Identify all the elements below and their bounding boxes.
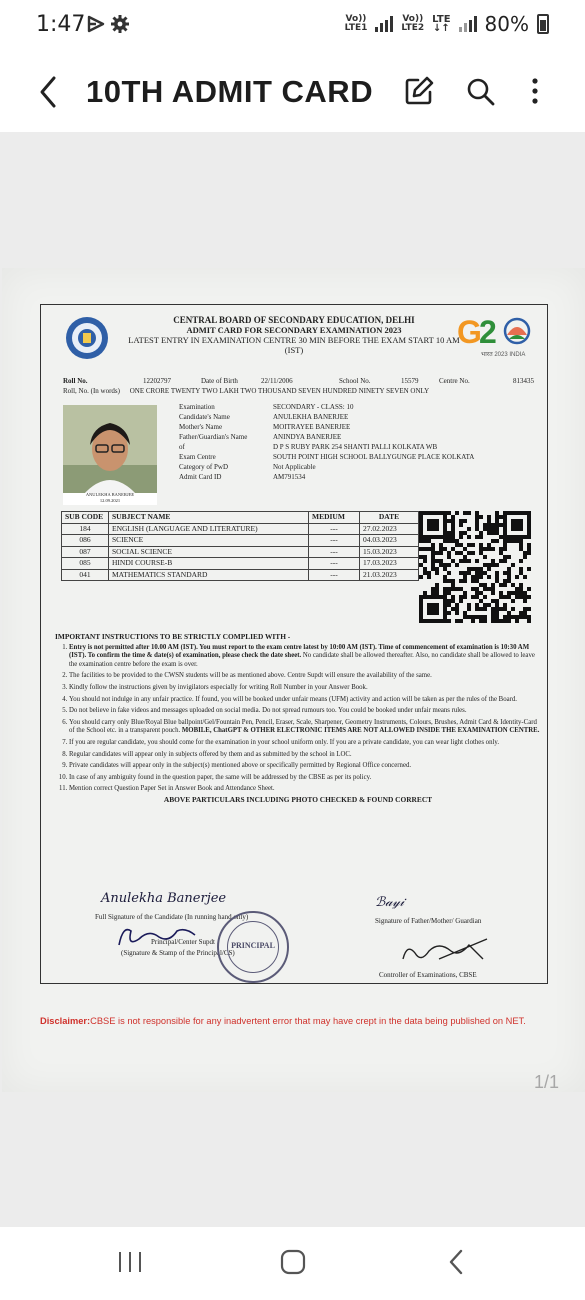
signature-area — [41, 891, 547, 985]
clock: 1:47 — [36, 12, 86, 37]
table-row: 087 SOCIAL SCIENCE --- 15.03.2023 — [62, 546, 419, 558]
parent-signature-icon: ℬ𝒶𝓎𝒾 — [375, 895, 405, 910]
g20-logo-icon — [455, 309, 537, 359]
subjects-table — [61, 511, 419, 581]
parent-sig-label: Signature of Father/Mother/ Guardian — [375, 917, 482, 925]
principal-stamp — [217, 911, 289, 983]
battery-percent: 80% — [484, 12, 529, 36]
instructions-heading: IMPORTANT INSTRUCTIONS TO BE STRICTLY COMPLIED WITH - — [55, 632, 291, 641]
table-header-row — [62, 512, 419, 524]
photo-caption: ANULEKHA BANERJEE — [85, 492, 135, 497]
list-item: 5. Do not believe in fake videos and messages uploaded on social media. Do not spread rumours too. You could be booked under unfair means rules. — [69, 707, 541, 716]
list-item: 6. You should carry only Blue/Royal Blue ballpoint/Gel/Fountain Pen, Pencil, Eraser, Scale, Sharpener, Geometry Instruments, Colours, Brushes, Admit Card & Identity-Card of the School etc. in a transparent pouch. MOBILE, ChatGPT & OTHER ELECTRONIC ITEMS ARE NOT ALLOWED INSIDE THE EXAMINATION CENTRE. — [69, 719, 541, 736]
home-icon[interactable] — [273, 1247, 313, 1277]
settings-gear-icon — [110, 14, 130, 34]
svg-text:भारत 2023 INDIA: भारत 2023 INDIA — [481, 352, 526, 358]
field-label: Candidate's Name — [179, 413, 230, 421]
mother-name-value: MOITRAYEE BANERJEE — [273, 423, 351, 431]
controller-label: Controller of Examinations, CBSE — [379, 971, 477, 979]
admit-card-id-value: AM791534 — [273, 473, 306, 481]
list-item: 2. The facilities to be provided to the CWSN students will be as mentioned above. Centre Supdt will ensure the availability of the same. — [69, 672, 541, 681]
principal-sig-label: Principal/Center Supdt — [151, 938, 215, 946]
candidate-sig-label: Full Signature of the Candidate (In running hand only) — [95, 913, 249, 921]
signal-bars-icon — [375, 16, 393, 32]
list-item: 4. You should not indulge in any unfair practice. If found, you will be booked under unfair means (UFM) activity and action will be taken as per the rules of the Board. — [69, 696, 541, 705]
column-header: SUB CODE — [62, 512, 109, 524]
back-arrow-icon[interactable] — [34, 74, 64, 110]
status-right — [345, 12, 549, 36]
back-icon[interactable] — [437, 1247, 477, 1277]
list-item: 1. Entry is not permitted after 10.00 AM (IST). You must report to the exam centre latest by 10:00 AM (IST). Time of commencement of examination is 10:30 AM (IST). To confirm the time & date(s) of examination, please check the date sheet. No candidate shall be allowed thereafter. Also, no candidate shall be allowed to leave the examination centre before the exam is over. — [69, 644, 541, 670]
field-label: Father/Guardian's Name — [179, 433, 248, 441]
recent-apps-icon[interactable] — [110, 1247, 150, 1277]
signal-bars-2-icon — [459, 16, 477, 32]
candidate-name-value: ANULEKHA BANERJEE — [273, 413, 349, 421]
field-label: Category of PwD — [179, 463, 228, 471]
school-value: 15579 — [401, 377, 419, 385]
father-name-value: ANINDYA BANERJEE — [273, 433, 342, 441]
more-vert-icon[interactable] — [518, 74, 552, 108]
board-name: CENTRAL BOARD OF SECONDARY EDUCATION, DELHI — [173, 315, 415, 325]
exam-centre-value: SOUTH POINT HIGH SCHOOL BALLYGUNGE PLACE KOLKATA — [273, 453, 475, 461]
candidate-photo — [63, 405, 157, 505]
pdf-page[interactable] — [2, 268, 585, 1092]
field-label: Examination — [179, 403, 215, 411]
photo-date: 12.09.2021 — [99, 498, 121, 503]
list-item: 11. Mention correct Question Paper Set in Answer Book and Attendance Sheet. — [69, 785, 541, 794]
list-item: 9. Private candidates will appear only in the subject(s) mentioned above or specifically permitted by Regional Office concerned. — [69, 762, 541, 771]
instructions-list — [55, 644, 541, 794]
svg-text:G: G — [457, 314, 482, 350]
column-header: MEDIUM — [309, 512, 360, 524]
school-address-value: D P S RUBY PARK 254 SHANTI PALLI KOLKATA WB — [273, 443, 438, 451]
candidate-signature: Anulekha Banerjee — [101, 891, 227, 906]
roll-words-value: ONE CRORE TWENTY TWO LAKH TWO THOUSAND SEVEN HUNDRED NINETY SEVEN ONLY — [129, 387, 430, 395]
above-particulars: ABOVE PARTICULARS INCLUDING PHOTO CHECKED & FOUND CORRECT — [163, 794, 433, 804]
card-title: ADMIT CARD FOR SECONDARY EXAMINATION 2023 — [186, 325, 402, 335]
sim2-indicator: Vo)) LTE2 — [401, 14, 425, 33]
field-label: Exam Centre — [179, 453, 216, 461]
list-item: 3. Kindly follow the instructions given by invigilators especially for writing Roll Number in your Answer Book. — [69, 684, 541, 693]
notification-icons — [86, 14, 130, 34]
qr-code-icon — [419, 511, 531, 623]
field-label: Admit Card ID — [179, 473, 222, 481]
page-indicator: 1/1 — [533, 1072, 559, 1092]
controller-signature-icon — [399, 929, 489, 969]
play-send-icon — [86, 14, 106, 34]
document-title: 10TH ADMIT CARD — [86, 74, 374, 109]
pwd-value: Not Applicable — [273, 463, 316, 471]
list-item: 7. If you are regular candidate, you should come for the examination in your school uniform only. If you are a private candidate, you can wear light clothes only. — [69, 739, 541, 748]
disclaimer: Disclaimer:CBSE is not responsible for any inadvertent error that may have crept in the data being published on NET. — [40, 1016, 526, 1026]
table-row: 041 MATHEMATICS STANDARD --- 21.03.2023 — [62, 569, 419, 581]
roll-value: 12202797 — [143, 377, 171, 385]
centre-value: 813435 — [513, 377, 534, 385]
dob-value: 22/11/2006 — [261, 377, 293, 385]
sim1-indicator: Vo)) LTE1 — [344, 14, 368, 33]
latest-entry: LATEST ENTRY IN EXAMINATION CENTRE 30 MIN BEFORE THE EXAM START 10 AM — [128, 335, 460, 345]
app-bar — [0, 52, 585, 132]
list-item: 8. Regular candidates will appear only in subjects offered by them and as submitted by the school in LOC. — [69, 751, 541, 760]
edit-icon[interactable] — [402, 74, 436, 108]
navigation-bar — [0, 1227, 585, 1300]
lte-indicator: LTE ↓↑ — [432, 14, 451, 34]
battery-icon — [537, 14, 549, 34]
column-header: SUBJECT NAME — [109, 512, 309, 524]
roll-words-line: Roll, No. (In words) ONE CRORE TWENTY TWO LAKH TWO THOUSAND SEVEN HUNDRED NINETY SEVEN ONLY — [63, 387, 430, 395]
stamp-text: PRINCIPAL — [231, 941, 275, 950]
list-item: 10. In case of any ambiguity found in the question paper, the same will be addressed by the CBSE as per its policy. — [69, 774, 541, 783]
search-icon[interactable] — [463, 74, 497, 108]
field-label: of — [179, 443, 185, 451]
roll-line: Roll No. 12202797 Date of Birth 22/11/2006 School No. 15579 Centre No. 813435 — [63, 377, 534, 385]
svg-text:2: 2 — [479, 314, 497, 350]
table-row: 085 HINDI COURSE-B --- 17.03.2023 — [62, 558, 419, 570]
latest-entry-tz: (IST) — [284, 345, 304, 355]
instructions — [55, 633, 541, 805]
status-bar — [0, 0, 585, 52]
admit-card — [40, 304, 548, 984]
field-label: Mother's Name — [179, 423, 223, 431]
principal-signature-icon — [113, 921, 213, 951]
table-row: 086 SCIENCE --- 04.03.2023 — [62, 535, 419, 547]
principal-stamp-label: (Signature & Stamp of the Principal/CS) — [121, 949, 235, 957]
table-row: 184 ENGLISH (LANGUAGE AND LITERATURE) --- 27.02.2023 — [62, 523, 419, 535]
column-header: DATE — [360, 512, 419, 524]
examination-value: SECONDARY - CLASS: 10 — [273, 403, 354, 411]
